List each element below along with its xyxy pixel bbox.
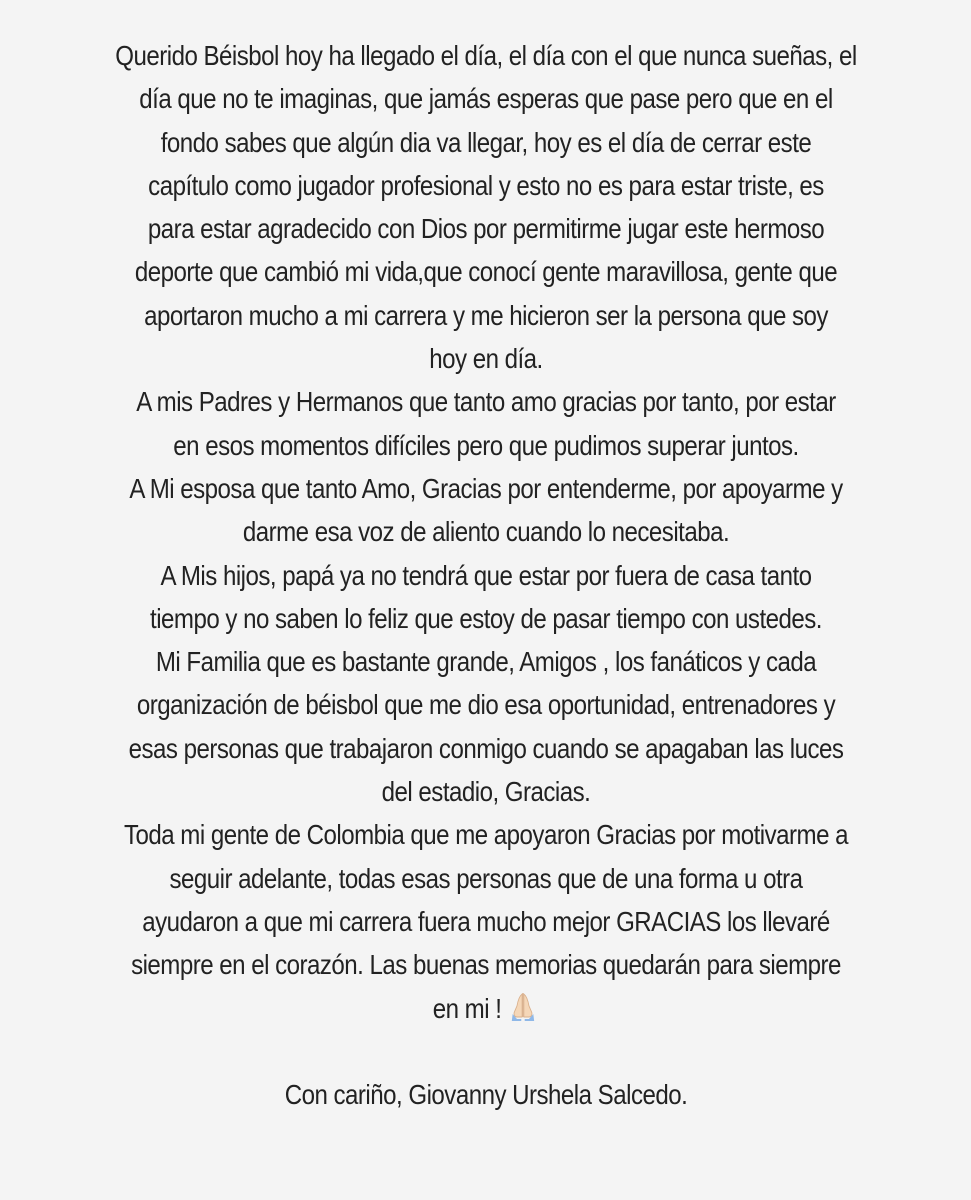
letter-line-13: A Mis hijos, papá ya no tendrá que estar por fuera de casa tanto (159, 559, 812, 591)
letter-line-18: del estadio, Gracias. (381, 776, 590, 808)
letter-line-4: capítulo como jugador profesional y esto no es para estar triste, es (147, 169, 824, 201)
signature-line: Con cariño, Giovanny Urshela Salcedo. (284, 1079, 687, 1111)
letter-line-19: Toda mi gente de Colombia que me apoyaron Gracias por motivarme a (123, 819, 848, 851)
letter-line-16: organización de béisbol que me dio esa oportunidad, entrenadores y (136, 689, 835, 721)
letter-line-11: A Mi esposa que tanto Amo, Gracias por entenderme, por apoyarme y (128, 472, 843, 504)
blank-line (99, 1030, 873, 1073)
letter-line-1: Querido Béisbol hoy ha llegado el día, el día con el que nunca sueñas, el (114, 40, 857, 71)
letter-last-line-text: en mi ! (432, 992, 501, 1024)
letter-line-2: día que no te imaginas, que jamás esperas que pase pero que en el (138, 83, 833, 115)
letter-line-5: para estar agradecido con Dios por permitirme jugar este hermoso (147, 213, 824, 245)
letter-line-15: Mi Familia que es bastante grande, Amigos , los fanáticos y cada (155, 646, 816, 678)
letter-line-3: fondo sabes que algún dia va llegar, hoy es el día de cerrar este (160, 126, 811, 158)
letter-line-7: aportaron mucho a mi carrera y me hicieron ser la persona que soy (143, 299, 828, 331)
folded-hands-icon (506, 988, 539, 1022)
letter-last-line (99, 987, 873, 1030)
letter-line-22: siempre en el corazón. Las buenas memorias quedarán para siempre (130, 949, 841, 981)
letter-line-9: A mis Padres y Hermanos que tanto amo gracias por tanto, por estar (135, 386, 836, 418)
letter-line-17: esas personas que trabajaron conmigo cuando se apagaban las luces (128, 732, 843, 764)
farewell-letter (99, 34, 873, 1116)
letter-line-20: seguir adelante, todas esas personas que de una forma u otra (168, 862, 803, 894)
letter-line-14: tiempo y no saben lo feliz que estoy de pasar tiempo con ustedes. (149, 602, 822, 634)
letter-line-8: hoy en día. (428, 343, 543, 375)
letter-line-6: deporte que cambió mi vida,que conocí gente maravillosa, gente que (134, 256, 837, 288)
letter-line-12: darme esa voz de aliento cuando lo necesitaba. (242, 516, 729, 548)
letter-line-21: ayudaron a que mi carrera fuera mucho mejor GRACIAS los llevaré (141, 905, 830, 937)
letter-line-10: en esos momentos difíciles pero que pudimos superar juntos. (172, 429, 799, 461)
